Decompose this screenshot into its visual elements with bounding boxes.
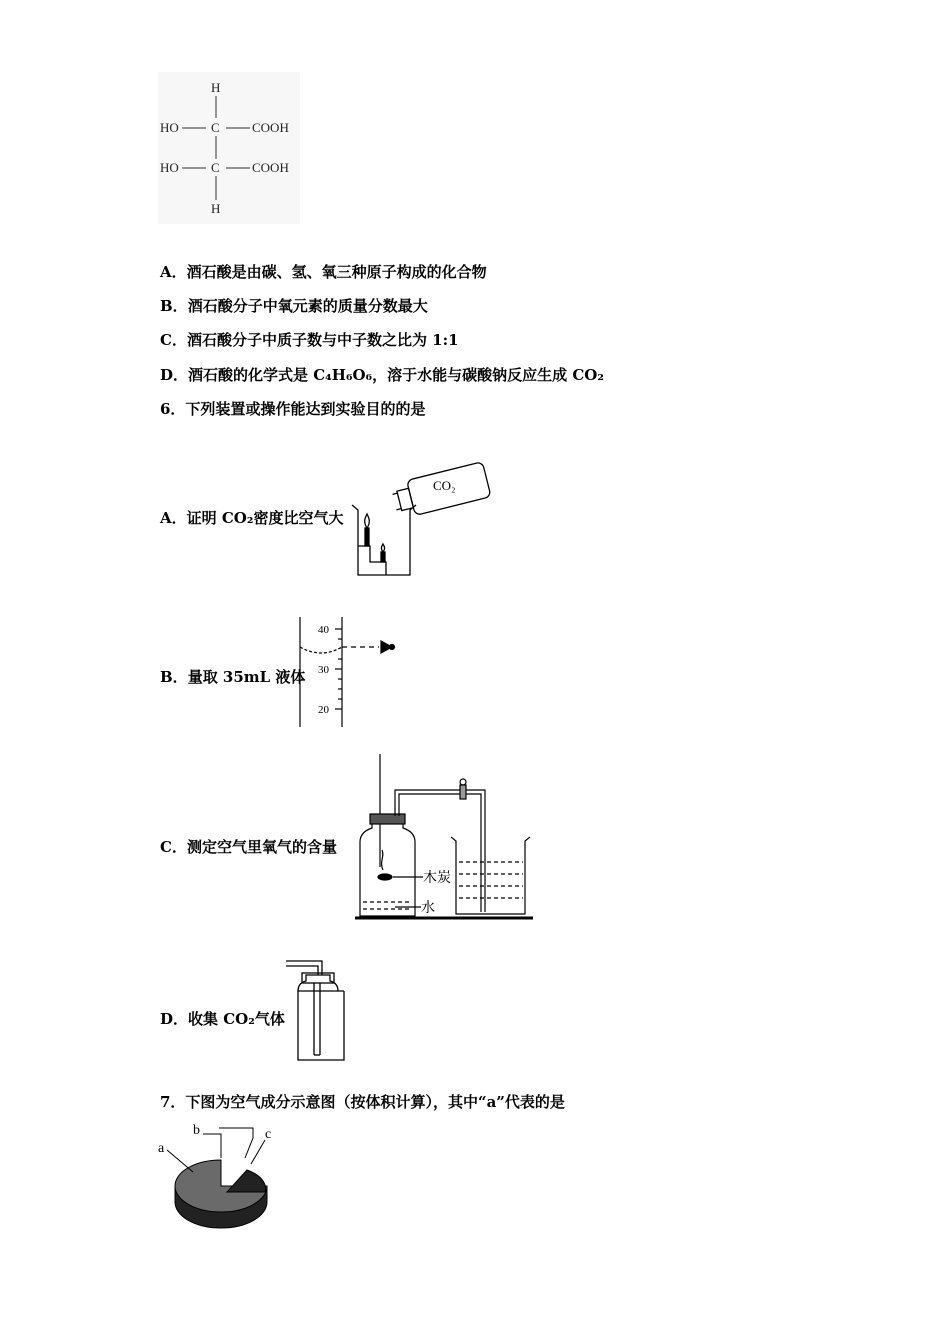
q6-option-c <box>160 836 337 857</box>
q5-option-d-letter: D． <box>160 366 189 384</box>
q6-option-d <box>160 1008 285 1029</box>
fig-a-bottle-label: CO₂ <box>433 478 456 493</box>
formula-top-h: H <box>211 80 221 95</box>
formula-row2-cooh: COOH <box>252 160 289 175</box>
q6-option-d-letter: D． <box>160 1010 189 1028</box>
q6-option-a-text: 证明 CO₂密度比空气大 <box>186 509 344 527</box>
q5-option-b-letter: B． <box>160 297 188 315</box>
formula-bottom-h: H <box>211 201 221 216</box>
q5-option-a-letter: A． <box>160 263 187 281</box>
q5-option-d-text: 酒石酸的化学式是 C₄H₆O₆，溶于水能与碳酸钠反应生成 CO₂ <box>188 366 604 384</box>
fig-d-gas-bottle <box>284 955 354 1065</box>
q5-option-d <box>160 364 604 385</box>
q6-option-c-letter: C． <box>160 838 187 856</box>
formula-row1-ho: HO <box>160 120 179 135</box>
q6-option-b-letter: B． <box>160 668 188 686</box>
q6-option-d-text: 收集 CO₂气体 <box>188 1010 285 1028</box>
q5-option-b <box>160 295 428 316</box>
q5-option-c <box>160 329 459 350</box>
formula-row2-c: C <box>211 160 220 175</box>
fig-c-oxygen-apparatus <box>355 752 535 922</box>
structural-formula-svg <box>158 72 300 224</box>
fig-d-svg <box>284 955 354 1065</box>
q6-stem: 6．下列装置或操作能达到实验目的的是 <box>160 400 426 418</box>
fig-q7-label-b: b <box>193 1123 200 1138</box>
q5-option-a-text: 酒石酸是由碳、氢、氧三种原子构成的化合物 <box>186 263 487 281</box>
fig-b-graduated-cylinder <box>295 615 405 730</box>
q6-option-a-letter: A． <box>160 509 187 527</box>
fig-q7-pie-chart <box>155 1118 280 1238</box>
q6-option-b <box>160 666 305 687</box>
fig-b-tick-30: 30 <box>318 664 329 676</box>
fig-q7-label-c: c <box>265 1127 272 1142</box>
fig-c-svg <box>355 752 535 922</box>
fig-q7-label-a: a <box>158 1141 165 1156</box>
formula-row2-ho: HO <box>160 160 179 175</box>
fig-c-water-label: 水 <box>421 900 435 916</box>
fig-b-svg <box>295 615 405 730</box>
fig-a-svg <box>348 450 493 580</box>
q5-option-c-letter: C． <box>160 331 187 349</box>
q5-option-c-text: 酒石酸分子中质子数与中子数之比为 1:1 <box>186 331 459 349</box>
fig-c-charcoal-label: 木炭 <box>423 870 451 886</box>
q7-stem: 7．下图为空气成分示意图（按体积计算），其中“a”代表的是 <box>160 1093 565 1111</box>
q6-option-b-text: 量取 35mL 液体 <box>187 668 306 686</box>
structural-formula-figure <box>158 72 300 224</box>
q5-option-a <box>160 261 487 282</box>
fig-b-tick-40: 40 <box>318 624 329 636</box>
formula-row1-c: C <box>211 120 220 135</box>
q5-option-b-text: 酒石酸分子中氧元素的质量分数最大 <box>187 297 428 315</box>
q6-option-a <box>160 507 343 528</box>
q6-option-c-text: 测定空气里氧气的含量 <box>186 838 337 856</box>
formula-row1-cooh: COOH <box>252 120 289 135</box>
fig-q7-svg <box>155 1118 280 1238</box>
fig-a-co2-pour <box>348 450 493 580</box>
fig-b-tick-20: 20 <box>318 704 329 716</box>
